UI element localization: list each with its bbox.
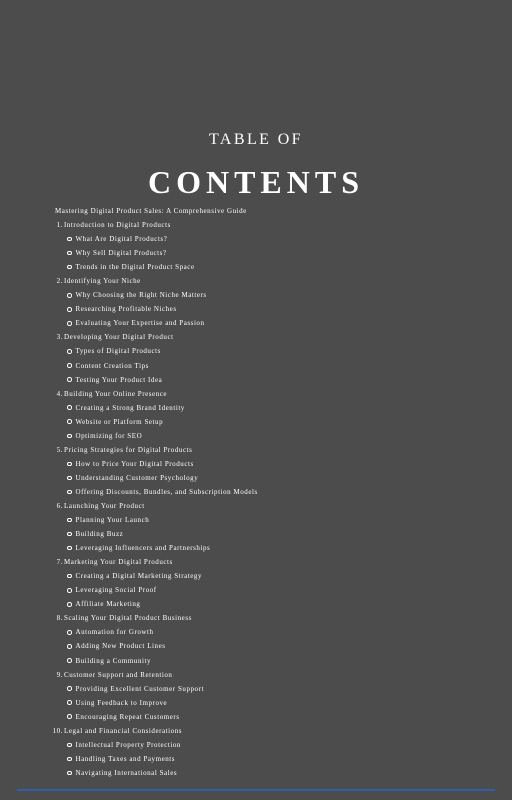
subitem-label: Providing Excellent Customer Support xyxy=(75,684,204,693)
bullet-icon xyxy=(67,349,72,354)
toc-subitem[interactable] xyxy=(0,766,512,780)
subitem-label: Building Buzz xyxy=(75,530,124,539)
bullet-icon xyxy=(67,630,72,635)
subitem-label: Adding New Product Lines xyxy=(75,642,166,651)
toc-subitem[interactable] xyxy=(0,752,512,766)
subitem-label: Automation for Growth xyxy=(75,628,154,637)
chapter-title: Building Your Online Presence xyxy=(64,389,168,398)
subitem-label: Website or Platform Setup xyxy=(75,417,164,426)
toc-chapter[interactable] xyxy=(0,330,512,344)
bullet-icon xyxy=(67,476,72,481)
chapter-title: Introduction to Digital Products xyxy=(64,221,171,230)
toc-subitem[interactable] xyxy=(0,288,512,302)
bullet-icon xyxy=(67,743,72,748)
subitem-label: Researching Profitable Niches xyxy=(75,305,177,314)
toc-subitem[interactable] xyxy=(0,682,512,696)
toc-subitem[interactable] xyxy=(0,696,512,710)
bullet-icon xyxy=(67,546,72,551)
subitem-label: Offering Discounts, Bundles, and Subscription Models xyxy=(75,487,258,496)
bullet-icon xyxy=(67,251,72,256)
toc-subitem[interactable] xyxy=(0,260,512,274)
toc-subitem[interactable] xyxy=(0,710,512,724)
chapter-title: Legal and Financial Considerations xyxy=(64,726,183,735)
toc-subitem[interactable] xyxy=(0,302,512,316)
subitem-label: Content Creation Tips xyxy=(75,361,149,370)
toc-subitem[interactable] xyxy=(0,401,512,415)
toc-chapter[interactable] xyxy=(0,218,512,232)
toc-subitem[interactable] xyxy=(0,569,512,583)
document-title: Mastering Digital Product Sales: A Comprehensive Guide xyxy=(55,207,247,215)
toc-chapter[interactable] xyxy=(0,724,512,738)
bullet-icon xyxy=(67,307,72,312)
toc-subitem[interactable] xyxy=(0,344,512,358)
subitem-label: Creating a Digital Marketing Strategy xyxy=(75,572,202,581)
subitem-label: Optimizing for SEO xyxy=(75,431,143,440)
subitem-label: Testing Your Product Idea xyxy=(75,375,163,384)
toc-subitem[interactable] xyxy=(0,373,512,387)
bullet-icon xyxy=(67,419,72,424)
bullet-icon xyxy=(67,434,72,439)
subitem-label: Building a Community xyxy=(75,656,152,665)
bullet-icon xyxy=(67,574,72,579)
subitem-label: Navigating International Sales xyxy=(75,768,178,777)
toc-subitem[interactable] xyxy=(0,583,512,597)
toc-chapter[interactable] xyxy=(0,443,512,457)
bullet-icon xyxy=(67,405,72,410)
subitem-label: What Are Digital Products? xyxy=(75,235,168,244)
subitem-label: Evaluating Your Expertise and Passion xyxy=(75,319,205,328)
toc-chapter[interactable] xyxy=(0,387,512,401)
toc-subitem[interactable] xyxy=(0,639,512,653)
subitem-label: Leveraging Social Proof xyxy=(75,586,157,595)
toc-chapter[interactable] xyxy=(0,555,512,569)
bullet-icon xyxy=(67,518,72,523)
chapter-number: 5. xyxy=(56,445,63,454)
bullet-icon xyxy=(67,532,72,537)
bullet-icon xyxy=(67,714,72,719)
toc-subitem[interactable] xyxy=(0,246,512,260)
bullet-icon xyxy=(67,588,72,593)
bullet-icon xyxy=(67,363,72,368)
bullet-icon xyxy=(67,293,72,298)
bullet-icon xyxy=(67,321,72,326)
chapter-number: 8. xyxy=(56,614,63,623)
bullet-icon xyxy=(67,490,72,495)
subitem-label: Using Feedback to Improve xyxy=(75,698,168,707)
toc-subitem[interactable] xyxy=(0,359,512,373)
chapter-title: Pricing Strategies for Digital Products xyxy=(64,445,193,454)
toc-chapter[interactable] xyxy=(0,274,512,288)
bullet-icon xyxy=(67,686,72,691)
chapter-title: Identifying Your Niche xyxy=(64,277,141,286)
bullet-icon xyxy=(67,771,72,776)
chapter-title: Marketing Your Digital Products xyxy=(64,558,173,567)
toc-subitem[interactable] xyxy=(0,429,512,443)
chapter-number: 1. xyxy=(56,221,63,230)
toc-chapter[interactable] xyxy=(0,499,512,513)
subitem-label: Why Choosing the Right Niche Matters xyxy=(75,291,207,300)
chapter-title: Scaling Your Digital Product Business xyxy=(64,614,192,623)
toc-subitem[interactable] xyxy=(0,625,512,639)
toc-subitem[interactable] xyxy=(0,316,512,330)
table-of-contents xyxy=(0,204,512,780)
bullet-icon xyxy=(67,377,72,382)
toc-chapter[interactable] xyxy=(0,611,512,625)
bullet-icon xyxy=(67,265,72,270)
toc-subitem[interactable] xyxy=(0,654,512,668)
heading-table-of: TABLE OF xyxy=(209,131,303,148)
subitem-label: Planning Your Launch xyxy=(75,516,150,525)
toc-subitem[interactable] xyxy=(0,513,512,527)
chapter-number: 3. xyxy=(56,333,63,342)
subitem-label: Types of Digital Products xyxy=(75,347,161,356)
bullet-icon xyxy=(67,658,72,663)
chapter-number: 9. xyxy=(56,670,63,679)
bullet-icon xyxy=(67,700,72,705)
chapter-number: 2. xyxy=(56,277,63,286)
subitem-label: Understanding Customer Psychology xyxy=(75,473,199,482)
bottom-rule xyxy=(17,789,495,791)
chapter-number: 7. xyxy=(56,558,63,567)
toc-subitem[interactable] xyxy=(0,485,512,499)
toc-subitem[interactable] xyxy=(0,232,512,246)
toc-subitem[interactable] xyxy=(0,527,512,541)
subitem-label: Leveraging Influencers and Partnerships xyxy=(75,544,211,553)
toc-subitem[interactable] xyxy=(0,457,512,471)
toc-subitem[interactable] xyxy=(0,597,512,611)
chapter-number: 6. xyxy=(56,501,63,510)
bullet-icon xyxy=(67,602,72,607)
bullet-icon xyxy=(67,644,72,649)
subitem-label: Intellectual Property Protection xyxy=(75,740,181,749)
chapter-title: Launching Your Product xyxy=(64,501,145,510)
toc-subitem[interactable] xyxy=(0,738,512,752)
subitem-label: Encouraging Repeat Customers xyxy=(75,712,180,721)
bullet-icon xyxy=(67,757,72,762)
subitem-label: Why Sell Digital Products? xyxy=(75,249,167,258)
toc-subitem[interactable] xyxy=(0,415,512,429)
subitem-label: How to Price Your Digital Products xyxy=(75,459,194,468)
bullet-icon xyxy=(67,462,72,467)
toc-subitem[interactable] xyxy=(0,471,512,485)
heading-contents: CONTENTS xyxy=(147,164,365,200)
chapter-number: 10. xyxy=(52,726,63,735)
subitem-label: Creating a Strong Brand Identity xyxy=(75,403,185,412)
chapter-number: 4. xyxy=(56,389,63,398)
subitem-label: Handling Taxes and Payments xyxy=(75,754,176,763)
bullet-icon xyxy=(67,237,72,242)
subitem-label: Affiliate Marketing xyxy=(75,600,141,609)
toc-chapter[interactable] xyxy=(0,668,512,682)
subitem-label: Trends in the Digital Product Space xyxy=(75,263,195,272)
toc-subitem[interactable] xyxy=(0,541,512,555)
chapter-title: Customer Support and Retention xyxy=(64,670,173,679)
chapter-title: Developing Your Digital Product xyxy=(64,333,174,342)
